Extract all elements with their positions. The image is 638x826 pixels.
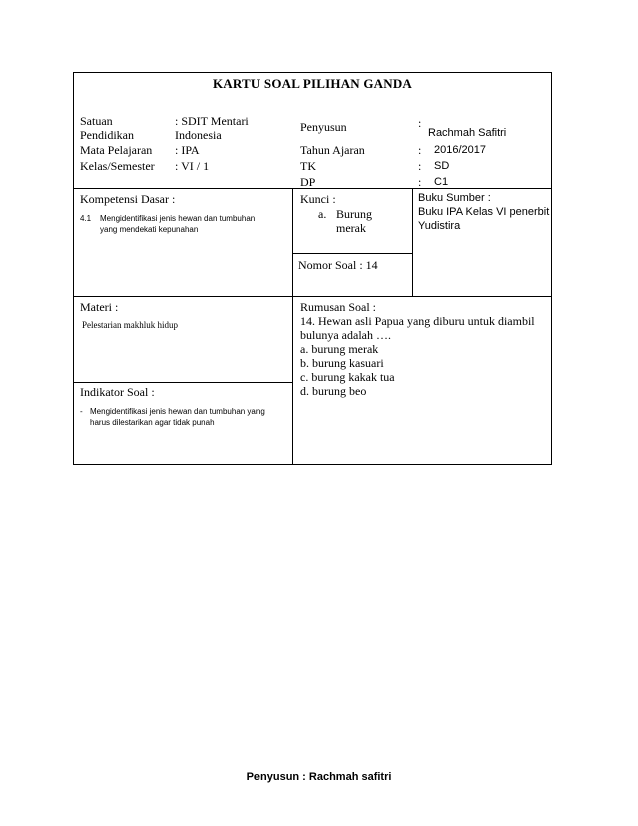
kunci-letter: a. (318, 207, 327, 221)
option-b: b. burung kasuari (300, 356, 384, 370)
kompetensi-text: Mengidentifikasi jenis hewan dan tumbuhan yang mendekati kepunahan (100, 214, 256, 234)
dp-colon: : (418, 175, 422, 189)
kelas-value: : VI / 1 (175, 159, 210, 173)
mapel-value: : IPA (175, 143, 200, 157)
card-title: KARTU SOAL PILIHAN GANDA (212, 76, 412, 91)
tahun-colon: : (418, 143, 422, 157)
satuan-label: Satuan Pendidikan (80, 114, 134, 142)
indikator-label: Indikator Soal : (80, 385, 155, 399)
tk-colon: : (418, 159, 422, 173)
nomor-separator (292, 253, 412, 254)
nomor-soal: Nomor Soal : 14 (298, 258, 378, 272)
dp-value: C1 (434, 176, 449, 188)
middle-separator (73, 296, 552, 297)
option-c: c. burung kakak tua (300, 370, 395, 384)
kompetensi-label: Kompetensi Dasar : (80, 192, 176, 206)
kompetensi-number: 4.1 (80, 214, 92, 223)
indikator-text: Mengidentifikasi jenis hewan dan tumbuhan yang harus dilestarikan agar tidak punah (90, 407, 265, 427)
materi-label: Materi : (80, 300, 119, 314)
tk-label: TK (300, 159, 316, 173)
penyusun-value: Rachmah Safitri (428, 127, 507, 139)
dp-label: DP (300, 175, 316, 189)
card-border-right (551, 72, 552, 465)
kunci-label: Kunci : (300, 192, 336, 206)
buku-sumber: Buku Sumber : Buku IPA Kelas VI penerbit Yudistira (418, 192, 550, 232)
card-border-bottom (73, 464, 552, 465)
tahun-label: Tahun Ajaran (300, 143, 365, 157)
kelas-label: Kelas/Semester (80, 159, 155, 173)
penyusun-colon: : (418, 116, 422, 130)
satuan-value: : SDIT Mentari Indonesia (175, 114, 249, 142)
penyusun-label: Penyusun (300, 120, 347, 134)
option-a: a. burung merak (300, 342, 379, 356)
rumusan-label: Rumusan Soal : (300, 300, 377, 314)
materi-text: Pelestarian makhluk hidup (82, 320, 178, 330)
footer-author: Penyusun : Rachmah safitri (246, 771, 392, 783)
options-list (300, 342, 395, 398)
indikator-separator (73, 382, 293, 383)
tahun-value: 2016/2017 (434, 144, 486, 156)
mapel-label: Mata Pelajaran (80, 143, 153, 157)
option-d: d. burung beo (300, 384, 367, 398)
card-border-top (73, 72, 552, 73)
tk-value: SD (434, 160, 450, 172)
indikator-dash: - (80, 407, 83, 416)
card-border-left (73, 72, 74, 465)
question-text: 14. Hewan asli Papua yang diburu untuk diambil bulunya adalah …. (300, 314, 535, 342)
left-column-divider (292, 188, 293, 465)
kunci-answer: Burung merak (336, 207, 372, 235)
kunci-divider (412, 188, 413, 297)
